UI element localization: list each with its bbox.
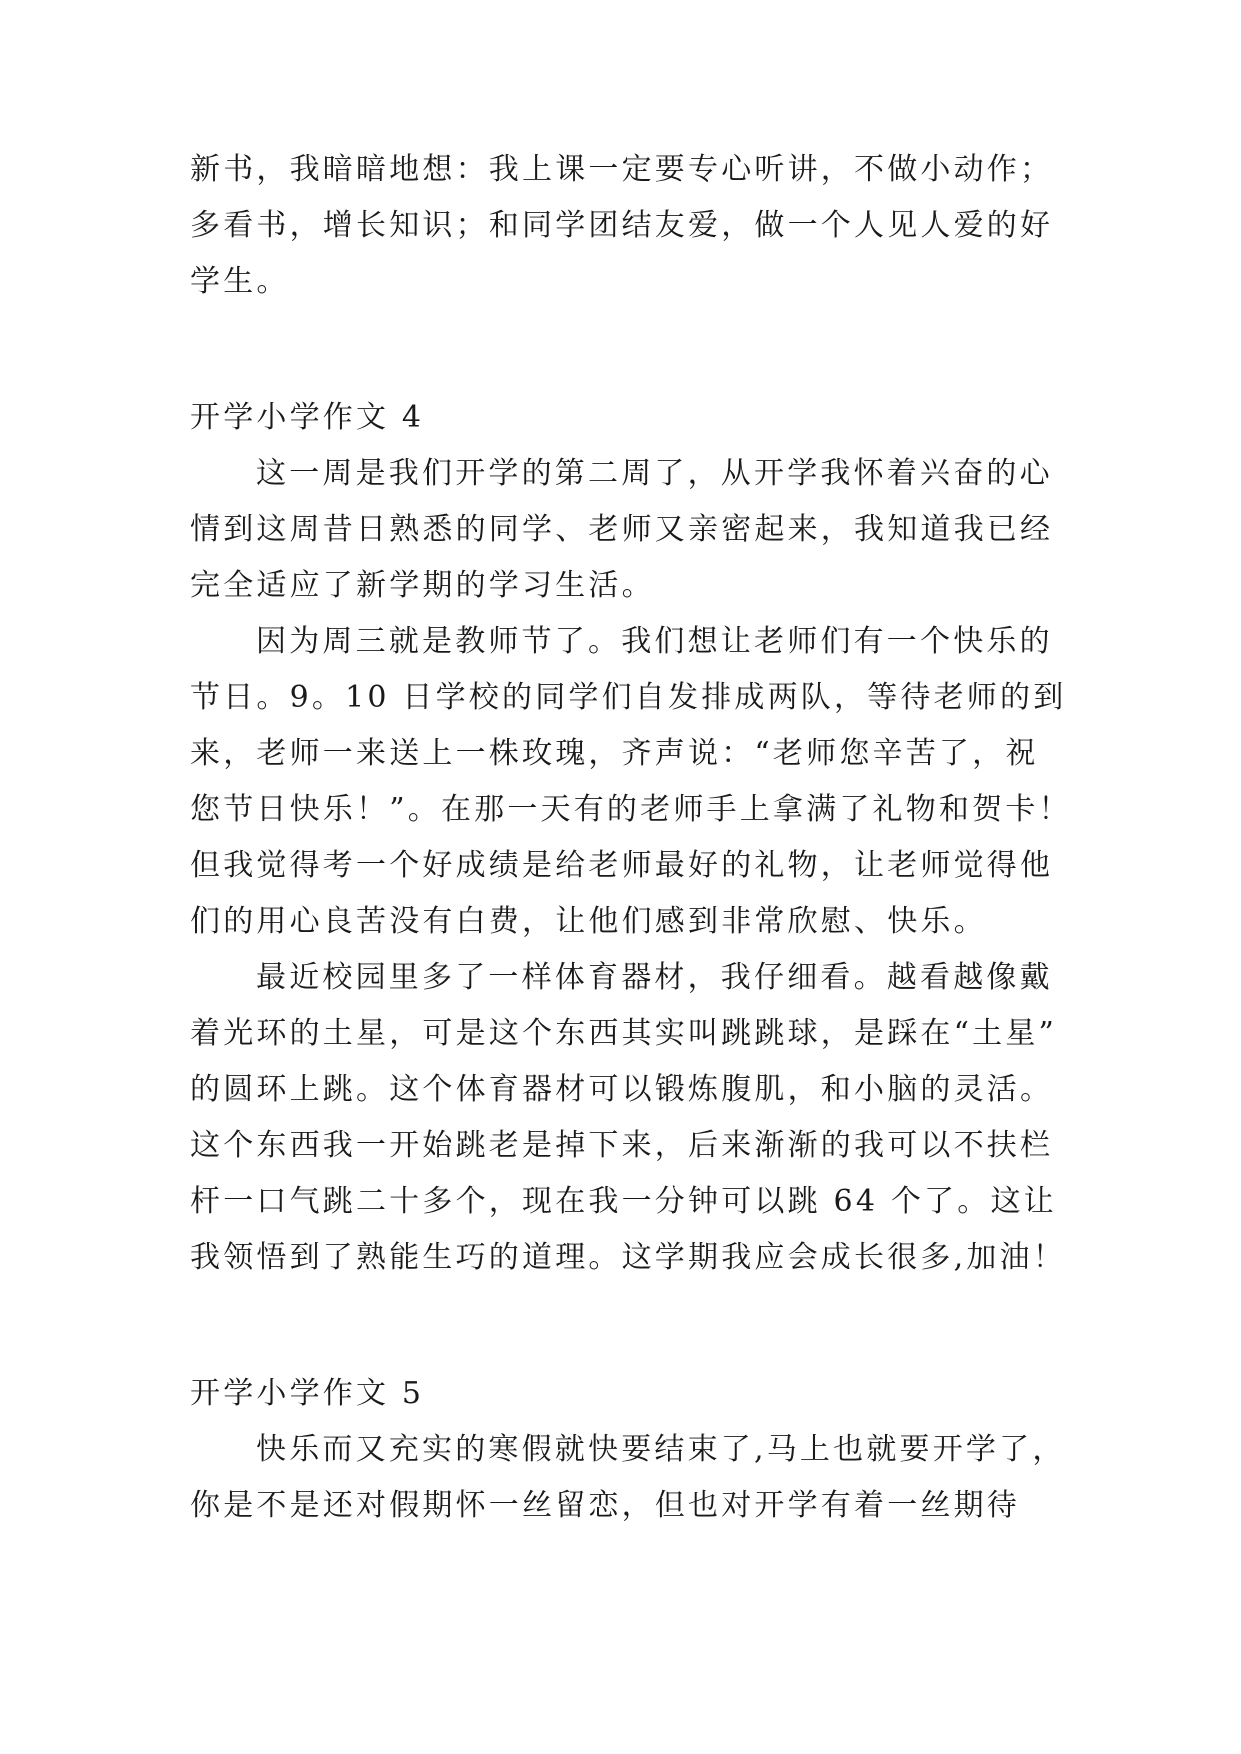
text-line: 您节日快乐！”。在那一天有的老师手上拿满了礼物和贺卡！	[190, 792, 1072, 827]
text-line: 新书，我暗暗地想：我上课一定要专心听讲，不做小动作；	[190, 152, 1054, 187]
text-line: 节日。9。10 日学校的同学们自发排成两队，等待老师的到	[190, 680, 1067, 715]
text-line: 学生。	[190, 264, 290, 299]
text-line: 因为周三就是教师节了。我们想让老师们有一个快乐的	[256, 624, 1053, 659]
text-line: 这一周是我们开学的第二周了，从开学我怀着兴奋的心	[256, 456, 1053, 491]
text-line: 最近校园里多了一样体育器材，我仔细看。越看越像戴	[256, 960, 1053, 995]
text-line: 你是不是还对假期怀一丝留恋，但也对开学有着一丝期待	[190, 1488, 1020, 1523]
essay-4-title: 开学小学作文 4	[190, 400, 425, 435]
text-line: 着光环的土星，可是这个东西其实叫跳跳球，是踩在“土星”	[190, 1016, 1058, 1051]
text-line: 们的用心良苦没有白费，让他们感到非常欣慰、快乐。	[190, 904, 987, 939]
text-line: 的圆环上跳。这个体育器材可以锻炼腹肌，和小脑的灵活。	[190, 1072, 1054, 1107]
text-line: 完全适应了新学期的学习生活。	[190, 568, 655, 603]
text-line: 杆一口气跳二十多个，现在我一分钟可以跳 64 个了。这让	[190, 1184, 1057, 1219]
text-line: 情到这周昔日熟悉的同学、老师又亲密起来，我知道我已经	[190, 512, 1054, 547]
text-line: 这个东西我一开始跳老是掉下来，后来渐渐的我可以不扶栏	[190, 1128, 1054, 1163]
text-line: 多看书，增长知识；和同学团结友爱，做一个人见人爱的好	[190, 208, 1054, 243]
text-line: 我领悟到了熟能生巧的道理。这学期我应会成长很多,加油！	[190, 1240, 1066, 1275]
text-line: 快乐而又充实的寒假就快要结束了,马上也就要开学了，	[256, 1432, 1066, 1467]
text-line: 但我觉得考一个好成绩是给老师最好的礼物，让老师觉得他	[190, 848, 1054, 883]
essay-5-title: 开学小学作文 5	[190, 1376, 425, 1411]
text-line: 来，老师一来送上一株玫瑰，齐声说：“老师您辛苦了，祝	[190, 736, 1039, 771]
